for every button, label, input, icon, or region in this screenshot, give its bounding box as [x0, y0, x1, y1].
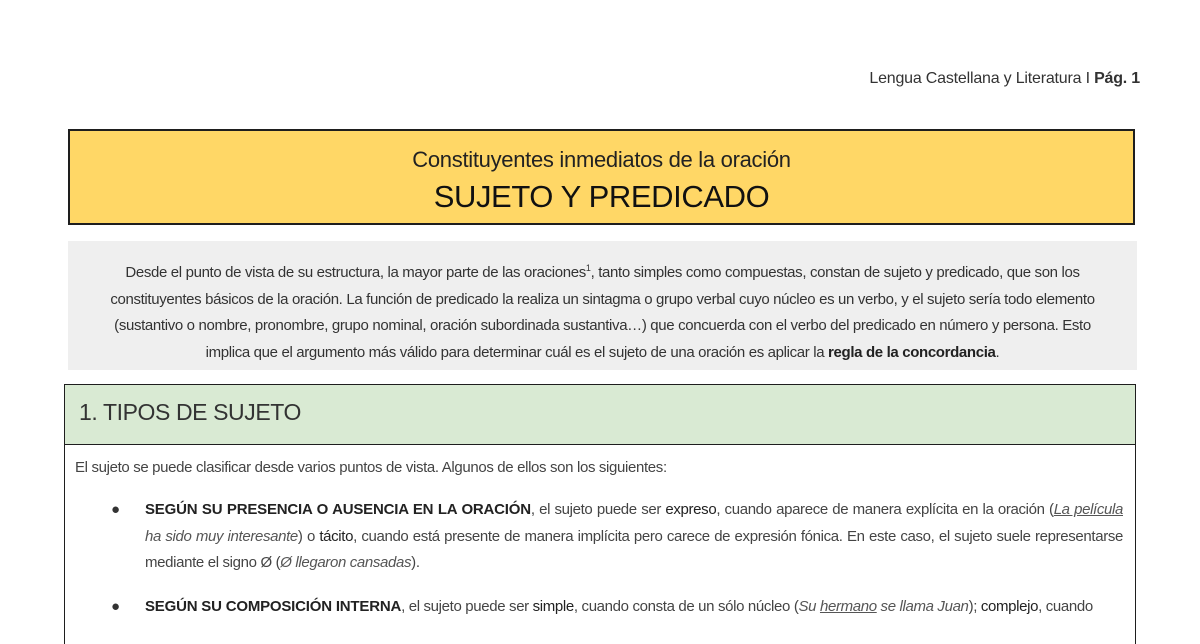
bullet-example-part: se llama Juan: [876, 597, 969, 615]
bullet-example-underlined: hermano: [819, 597, 877, 615]
bullet-keyword: complejo: [980, 597, 1039, 615]
bullet-text: , el sujeto puede ser: [530, 501, 666, 518]
bullet-heading: SEGÚN SU COMPOSICIÓN INTERNA: [145, 597, 402, 615]
bullet-text: ).: [411, 554, 420, 571]
bullet-item-composicion: [75, 594, 1125, 621]
section-body: [65, 445, 1135, 620]
bullet-list: [75, 497, 1125, 620]
section-tipos-de-sujeto: [64, 384, 1136, 644]
bullet-text: , cuando aparece de manera explícita en la oración (: [716, 501, 1054, 518]
bullet-keyword: simple: [532, 597, 574, 615]
bullet-example: [799, 598, 969, 615]
header-separator: I: [1085, 70, 1090, 87]
section-heading: 1. TIPOS DE SUJETO: [65, 385, 1135, 445]
bullet-text: );: [968, 597, 981, 615]
title-box: [68, 129, 1135, 225]
bullet-text: , cuando: [1038, 597, 1093, 615]
bullet-example-underlined: La película: [1053, 501, 1123, 518]
title-main: SUJETO Y PREDICADO: [433, 179, 770, 214]
bullet-example: Ø llegaron cansadas: [280, 554, 412, 571]
bullet-example-part: Su: [798, 597, 820, 615]
bullet-text: , cuando consta de un sólo núcleo (: [573, 597, 799, 615]
intro-end: .: [995, 343, 1000, 361]
bullet-keyword: tácito: [319, 527, 354, 545]
bullet-dot-icon: ●: [111, 501, 120, 518]
intro-bold-term: regla de la concordancia: [828, 343, 996, 361]
page-header: [869, 70, 1140, 88]
bullet-dot-icon: ●: [111, 597, 120, 615]
bullet-text: , cuando está presente de manera implícita pero carece de expresión fónica. En este caso, el sujeto suele representarse mediante el signo Ø (: [145, 527, 1123, 571]
bullet-text: , el sujeto puede ser: [401, 597, 533, 615]
header-subject: Lengua Castellana y Literatura: [869, 70, 1082, 87]
bullet-item-presencia: [75, 497, 1125, 577]
intro-text-2: , tanto simples como compuestas, constan de sujeto y predicado, que son los constituyentes básicos de la oración. La función de predicado la realiza un sintagma o grupo verbal cuyo núcleo es un verbo, y el sujeto sería todo elemento (sustantivo o nombre, pronombre, grupo nominal, oración subordinada sustantiva…) que concuerda con el verbo del predicado en número y persona. Esto implica que el argumento más válido para determinar cuál es el sujeto de una oración es aplicar la: [110, 264, 1095, 361]
intro-paragraph: [68, 241, 1137, 370]
bullet-heading: SEGÚN SU PRESENCIA O AUSENCIA EN LA ORACIÓN: [145, 501, 531, 518]
bullet-keyword: expreso: [665, 501, 717, 518]
footnote-ref[interactable]: 1: [585, 263, 591, 273]
bullet-example-rest: ha sido muy interesante: [145, 527, 298, 545]
section-lead: El sujeto se puede clasificar desde varios puntos de vista. Algunos de ellos son los siguientes:: [75, 459, 667, 476]
intro-text-1: Desde el punto de vista de su estructura, la mayor parte de las oraciones: [125, 264, 586, 281]
header-page-number: Pág. 1: [1094, 70, 1140, 87]
bullet-text: ) o: [297, 527, 320, 545]
title-subtitle: Constituyentes inmediatos de la oración: [412, 147, 791, 172]
